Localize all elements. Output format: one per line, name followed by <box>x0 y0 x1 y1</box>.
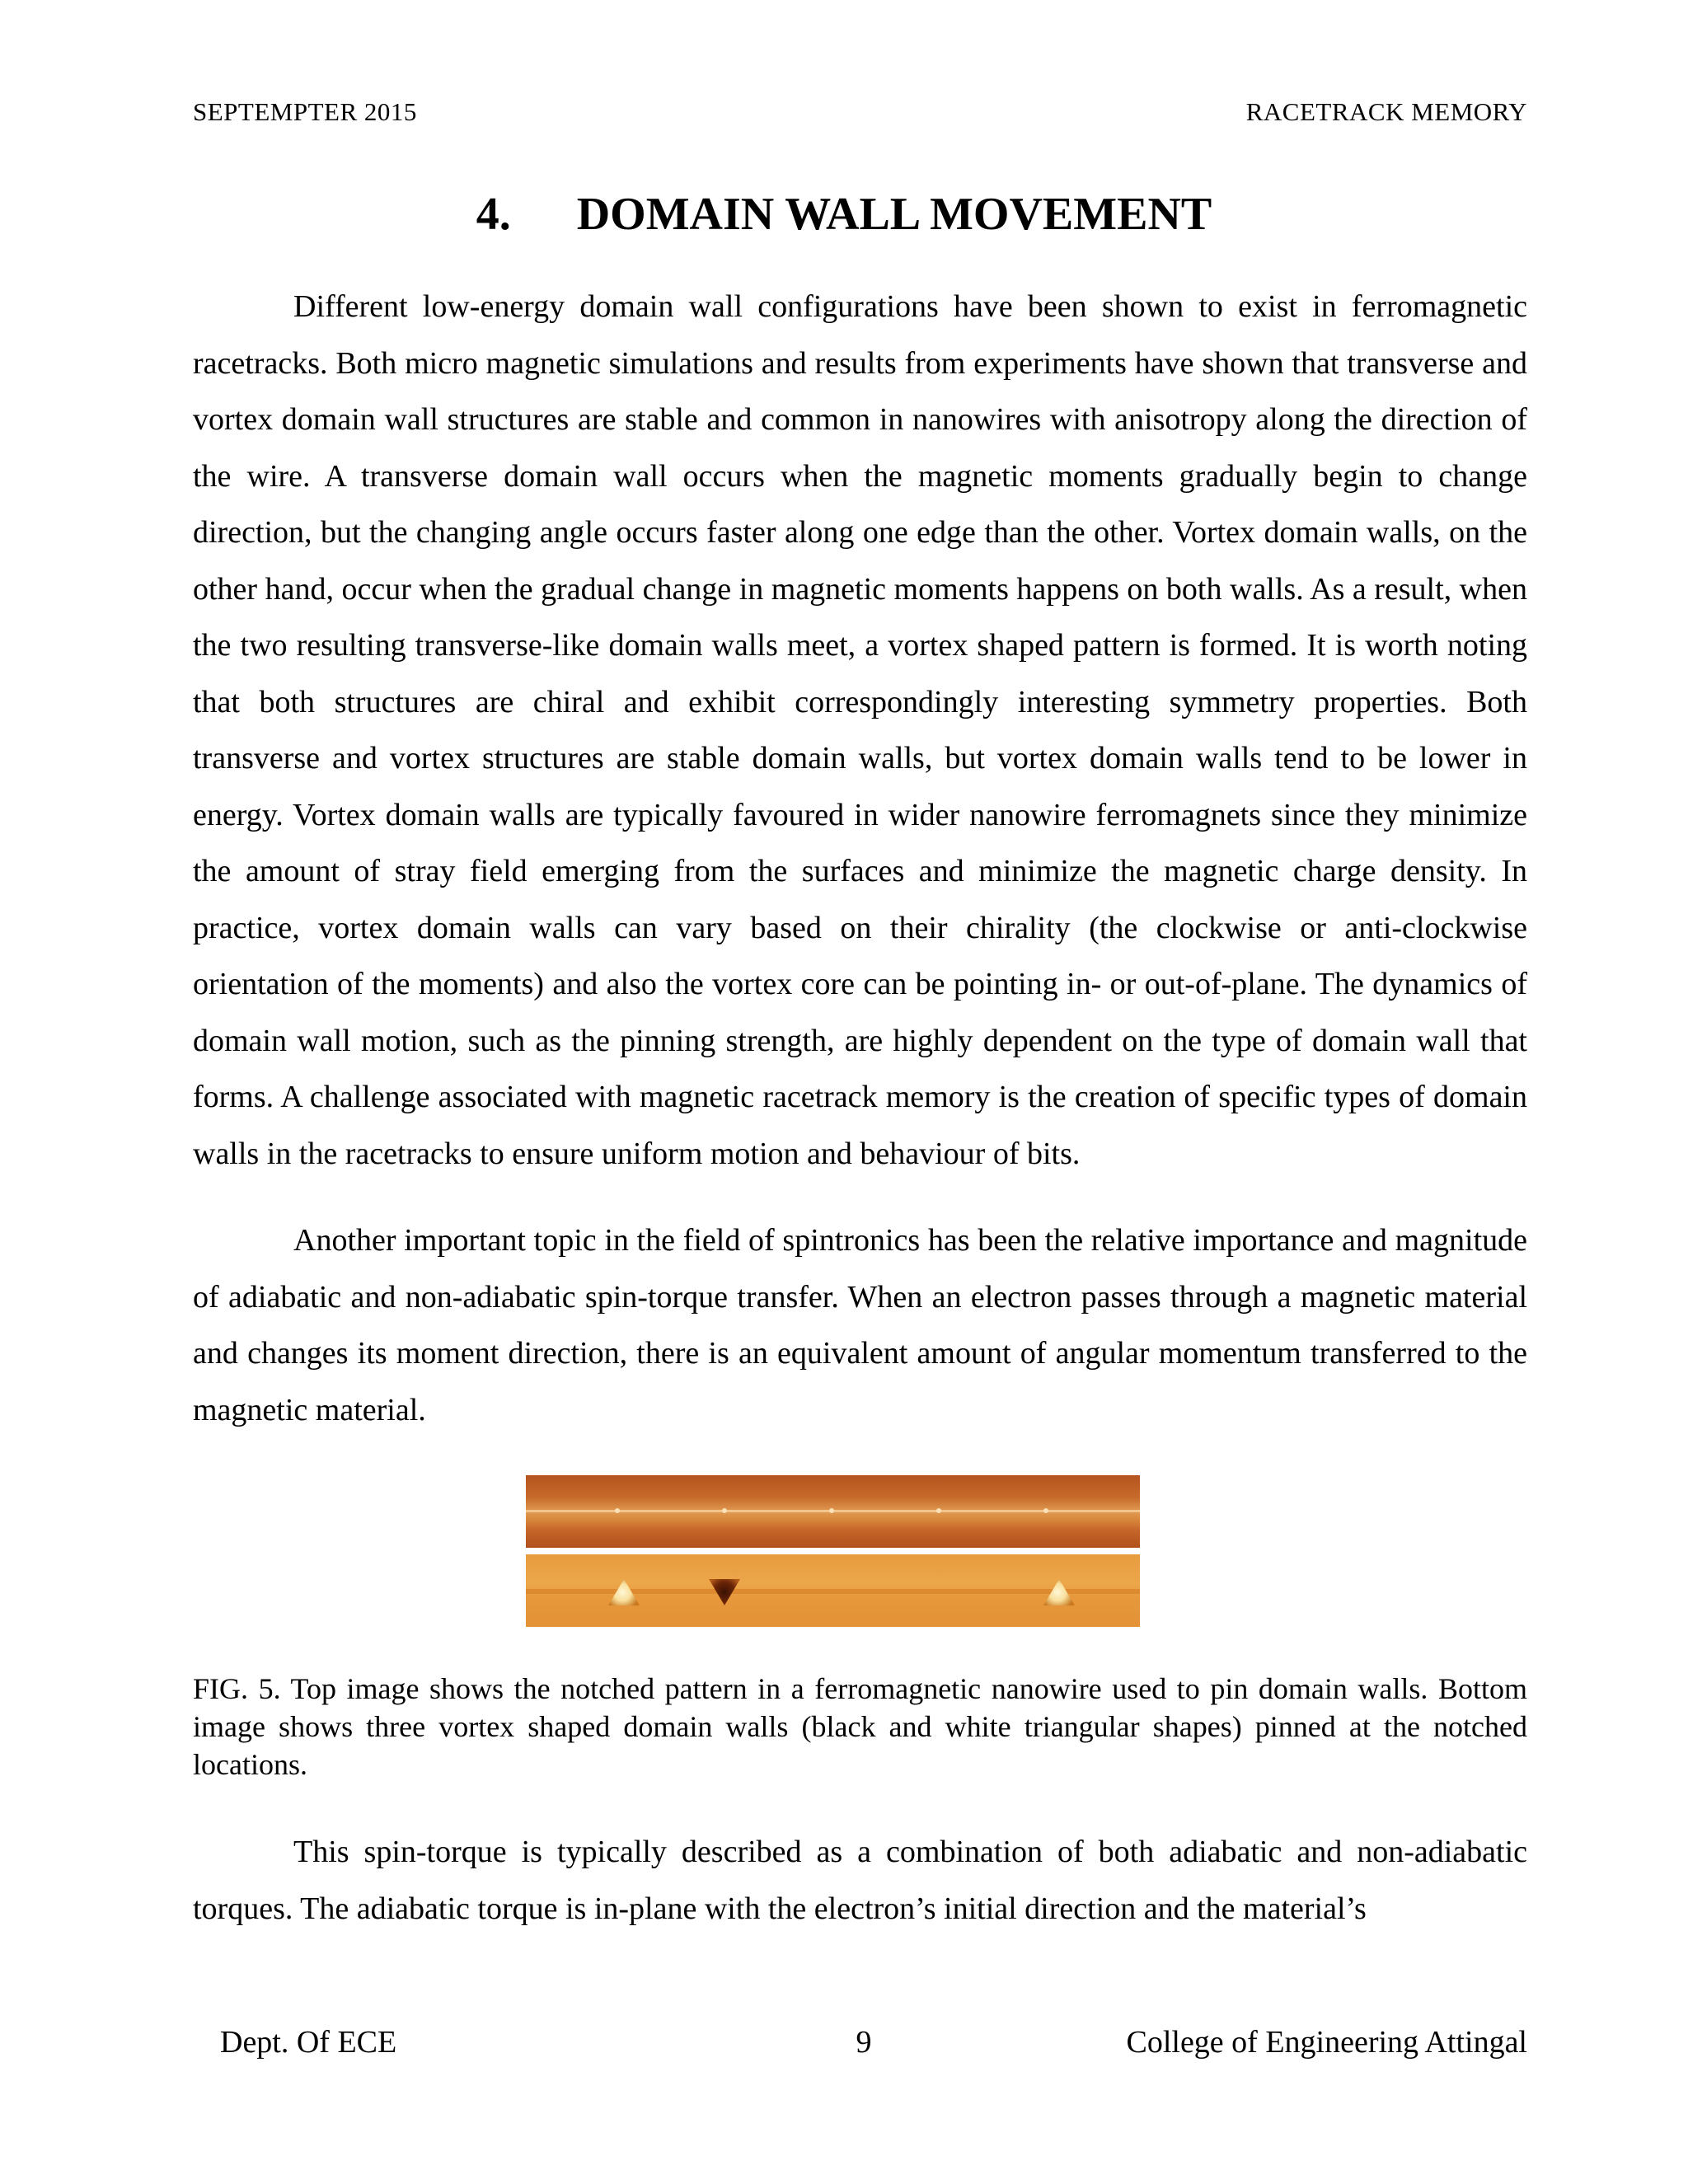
figure-caption: FIG. 5. Top image shows the notched pattern in a ferromagnetic nanowire used to pin domain walls. Bottom image shows three vortex shaped domain walls (black and white triangular shapes) pinned at the notched locations. <box>193 1672 1527 1781</box>
footer-page-number: 9 <box>856 2025 872 2060</box>
notched-nanowire-image <box>526 1475 1140 1548</box>
footer-college: College of Engineering Attingal <box>1126 2025 1527 2060</box>
section-number: 4. <box>476 189 511 240</box>
running-header-title: RACETRACK MEMORY <box>1245 97 1527 126</box>
body-paragraph-1: Different low-energy domain wall configurations have been shown to exist in ferromagnetic racetracks. Both micro magnetic simulations and results from experiments have shown that transverse and vortex domain wall structures are stable and common in nanowires with anisotropy along the direction of the wire. A transverse domain wall occurs when the magnetic moments gradually begin to change direction, but the changing angle occurs faster along one edge than the other. Vortex domain walls, on the other hand, occur when the gradual change in magnetic moments happens on both walls. As a result, when the two resulting transverse-like domain walls meet, a vortex shaped pattern is formed. It is worth noting that both structures are chiral and exhibit correspondingly interesting symmetry properties. Both transverse and vortex structures are stable domain walls, but vortex domain walls tend to be lower in energy. Vortex domain walls are typically favoured in wider nanowire ferromagnets since they minimize the amount of stray field emerging from the surfaces and minimize the magnetic charge density. In practice, vortex domain walls can vary based on their chirality (the clockwise or anti-clockwise orientation of the moments) and also the vortex core can be pointing in- or out-of-plane. The dynamics of domain wall motion, such as the pinning strength, are highly dependent on the type of domain wall that forms. A challenge associated with magnetic racetrack memory is the creation of specific types of domain walls in the racetracks to ensure uniform motion and behaviour of bits. <box>193 289 1527 1171</box>
section-title: DOMAIN WALL MOVEMENT <box>576 189 1212 240</box>
body-paragraph-2: Another important topic in the field of spintronics has been the relative importance and magnitude of adiabatic and non-adiabatic spin-torque transfer. When an electron passes through a magnetic material and changes its moment direction, there is an equivalent amount of angular momentum transferred to the magnetic material. <box>193 1223 1527 1427</box>
notch-marker <box>615 1508 620 1513</box>
vortex-domain-walls-image <box>526 1554 1140 1627</box>
figure-5 <box>526 1475 1140 1627</box>
body-paragraph-3: This spin-torque is typically described as a combination of both adiabatic and non-adiabatic torques. The adiabatic torque is in-plane with the electron’s initial direction and the material’s <box>193 1835 1527 1926</box>
notch-marker <box>829 1508 834 1513</box>
notch-marker <box>936 1508 941 1513</box>
notch-marker <box>1043 1508 1048 1513</box>
running-header-date: SEPTEMPTER 2015 <box>193 97 417 126</box>
notch-marker <box>722 1508 727 1513</box>
section-heading <box>0 188 1688 241</box>
footer-department: Dept. Of ECE <box>220 2025 397 2060</box>
